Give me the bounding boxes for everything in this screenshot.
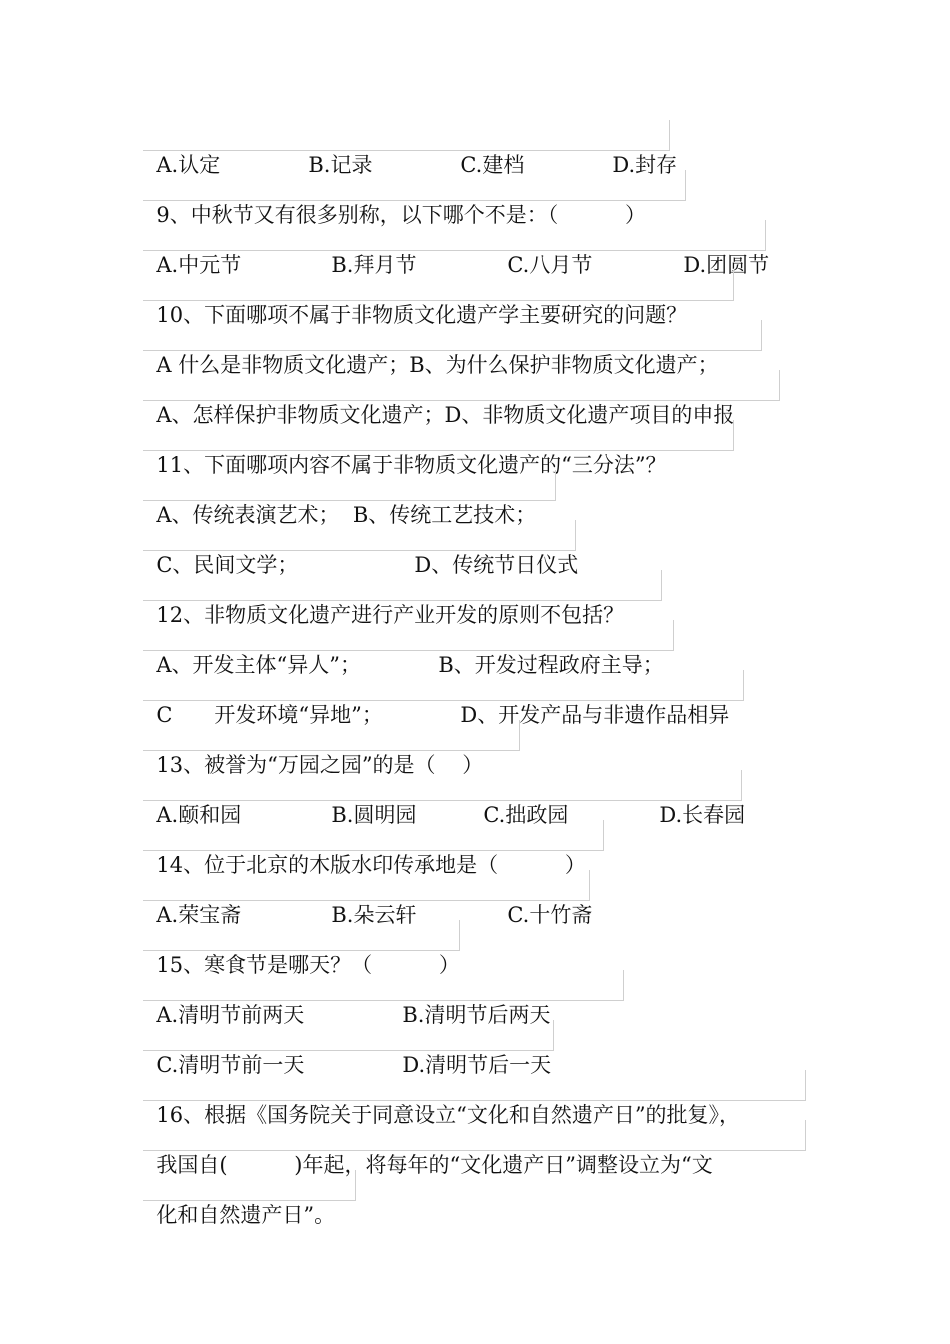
option-b: B.圆明园 (331, 803, 417, 827)
question-options-line (143, 120, 678, 177)
question-15 (143, 920, 460, 977)
option-text: A、传统表演艺术； B、传统工艺技术； (156, 503, 537, 527)
question-options-line (143, 470, 556, 527)
option-d: D、传统节日仪式 (414, 553, 579, 577)
option-c: C.十竹斋 (507, 903, 593, 927)
question-16 (143, 1070, 806, 1127)
question-text: 12、非物质文化遗产进行产业开发的原则不包括？ (156, 603, 625, 627)
question-16-continued (143, 1120, 806, 1177)
option-b: B、开发过程政府主导； (438, 653, 664, 677)
question-options-line (143, 620, 674, 677)
question-options-line (143, 970, 624, 1027)
option-c: C.八月节 (507, 253, 593, 277)
question-16-continued (143, 1170, 356, 1227)
question-options-line (143, 520, 579, 577)
question-options-line (143, 220, 770, 277)
option-d: D.长春园 (659, 803, 746, 827)
option-d: D.封存 (612, 153, 678, 177)
option-a: A.清明节前两天 (156, 1003, 305, 1027)
option-a: A.颐和园 (156, 803, 242, 827)
question-text: 13、被誉为“万园之园”的是（ ） (156, 753, 484, 777)
question-text: 化和自然遗产日”。 (156, 1203, 336, 1227)
question-text: 我国自( )年起，将每年的“文化遗产日”调整设立为“文 (156, 1153, 713, 1177)
question-options-line (143, 670, 744, 727)
option-d: D、开发产品与非遗作品相异 (460, 703, 730, 727)
question-options-line (143, 320, 762, 377)
question-text: 15、寒食节是哪天？（ ） (156, 953, 460, 977)
question-13 (143, 720, 520, 777)
question-options-line (143, 1020, 554, 1077)
question-options-line (143, 370, 780, 427)
option-text: A 什么是非物质文化遗产；B、为什么保护非物质文化遗产； (156, 353, 719, 377)
question-12 (143, 570, 662, 627)
question-9 (143, 170, 686, 227)
option-b: B.清明节后两天 (402, 1003, 551, 1027)
option-d: D.团圆节 (683, 253, 770, 277)
option-text: A、怎样保护非物质文化遗产；D、非物质文化遗产项目的申报 (156, 403, 735, 427)
option-a: A.荣宝斋 (156, 903, 242, 927)
question-10 (143, 270, 734, 327)
question-text: 11、下面哪项内容不属于非物质文化遗产的“三分法”？ (156, 453, 667, 477)
question-11 (143, 420, 734, 477)
question-text: 10、下面哪项不属于非物质文化遗产学主要研究的问题？ (156, 303, 688, 327)
option-d: D.清明节后一天 (402, 1053, 552, 1077)
option-c: C.拙政园 (483, 803, 569, 827)
option-c: C.建档 (460, 153, 525, 177)
option-a: A.认定 (156, 153, 221, 177)
question-options-line (143, 870, 593, 927)
option-c: C、民间文学； (156, 553, 299, 577)
option-b: B.拜月节 (331, 253, 417, 277)
question-options-line (143, 770, 746, 827)
question-text: 16、根据《国务院关于同意设立“文化和自然遗产日”的批复》， (156, 1103, 741, 1127)
option-c-letter: C (156, 703, 173, 727)
option-c: C.清明节前一天 (156, 1053, 305, 1077)
option-b: B.朵云轩 (331, 903, 417, 927)
option-a: A.中元节 (156, 253, 242, 277)
option-b: B.记录 (308, 153, 373, 177)
option-a: A、开发主体“异人”； (156, 653, 361, 677)
question-14 (143, 820, 604, 877)
option-c: 开发环境“异地”； (214, 703, 383, 727)
question-text: 14、位于北京的木版水印传承地是（ ） (156, 853, 586, 877)
question-text: 9、中秋节又有很多别称，以下哪个不是：（ ） (156, 203, 646, 227)
